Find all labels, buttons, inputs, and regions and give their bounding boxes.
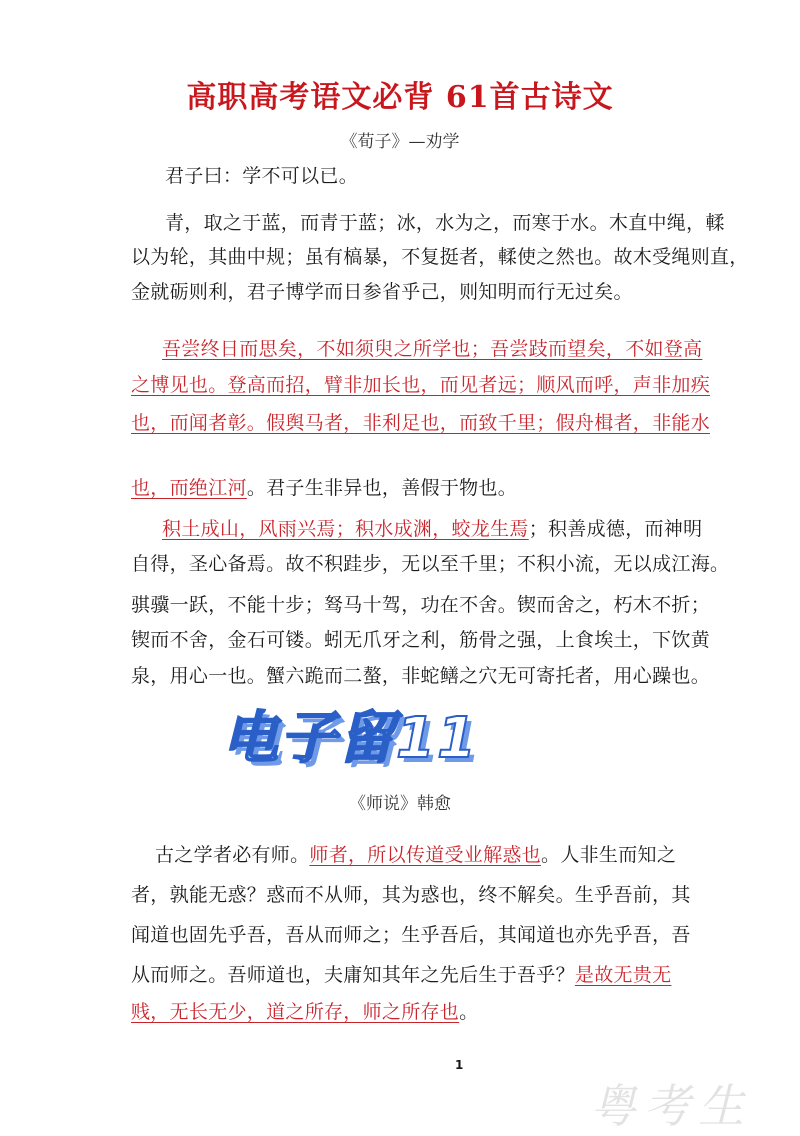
text-line	[131, 1000, 478, 1024]
highlighted-phrase: 也，而绝江河	[131, 477, 247, 499]
page-number: 1	[455, 1058, 464, 1072]
highlighted-phrase: 是故无贵无	[574, 964, 672, 986]
plain-phrase: 。君子生非异也，善假于物也。	[246, 477, 518, 499]
text-line: 金就砺则利，君子博学而日参省乎己，则知明而行无过矣。	[131, 281, 633, 303]
section-heading-quanxue: 《荀子》—劝学	[340, 132, 460, 152]
text-line: 青，取之于蓝，而青于蓝；冰，水为之，而寒于水。木直中绳，輮	[165, 212, 725, 234]
text-line: 泉，用心一也。蟹六跪而二螯，非蛇鳝之穴无可寄托者，用心躁也。	[131, 665, 711, 687]
highlighted-phrase: 贱，无长无少，道之所存，师之所存也	[131, 1001, 460, 1023]
text-line	[162, 517, 702, 541]
text-line: 以为轮，其曲中规；虽有槁暴，不复挺者，輮使之然也。故木受绳则直，	[131, 246, 749, 268]
document-title: 高职高考语文必背 61首古诗文	[186, 80, 614, 115]
section-heading-shishuo: 《师说》韩愈	[349, 794, 451, 814]
text-line: 者，孰能无惑？惑而不从师，其为惑也，终不解矣。生乎吾前，其	[131, 884, 691, 906]
corner-watermark: 粤考生	[590, 1079, 752, 1133]
text-line	[155, 843, 676, 867]
highlighted-line: 吾尝终日而思矣，不如须臾之所学也；吾尝跂而望矣，不如登高	[162, 338, 703, 360]
highlighted-line: 也，而闻者彰。假舆马者，非利足也，而致千里；假舟楫者，非能水	[131, 412, 711, 434]
highlighted-phrase: 师者，所以传道受业解惑也	[309, 844, 542, 866]
highlighted-line: 之博见也。登高而招，臂非加长也，而见者远；顺风而呼，声非加疾	[131, 374, 711, 396]
text-line: 自得，圣心备焉。故不积跬步，无以至千里；不积小流，无以成江海。	[131, 553, 730, 575]
plain-phrase: 。人非生而知之	[541, 844, 677, 866]
plain-phrase: 古之学者必有师。	[155, 844, 310, 866]
text-line	[131, 476, 517, 500]
text-line: 闻道也固先乎吾，吾从而师之；生乎吾后，其闻道也亦先乎吾，吾	[131, 924, 691, 946]
text-line	[131, 963, 671, 987]
text-line: 锲而不舍，金石可镂。蚓无爪牙之利，筋骨之强，上食埃土，下饮黄	[131, 629, 711, 651]
highlighted-phrase: 积土成山，风雨兴焉；积水成渊，蛟龙生焉	[162, 518, 529, 540]
text-line: 君子曰：学不可以已。	[165, 165, 359, 187]
plain-phrase: 。	[459, 1001, 479, 1023]
plain-phrase: ；积善成德，而神明	[528, 518, 703, 540]
plain-phrase: 从而师之。吾师道也，夫庸知其年之先后生于吾乎？	[131, 964, 575, 986]
watermark-logo: 电子留11	[222, 706, 478, 771]
text-line: 骐骥一跃，不能十步；驽马十驾，功在不舍。锲而舍之，朽木不折；	[131, 594, 711, 616]
